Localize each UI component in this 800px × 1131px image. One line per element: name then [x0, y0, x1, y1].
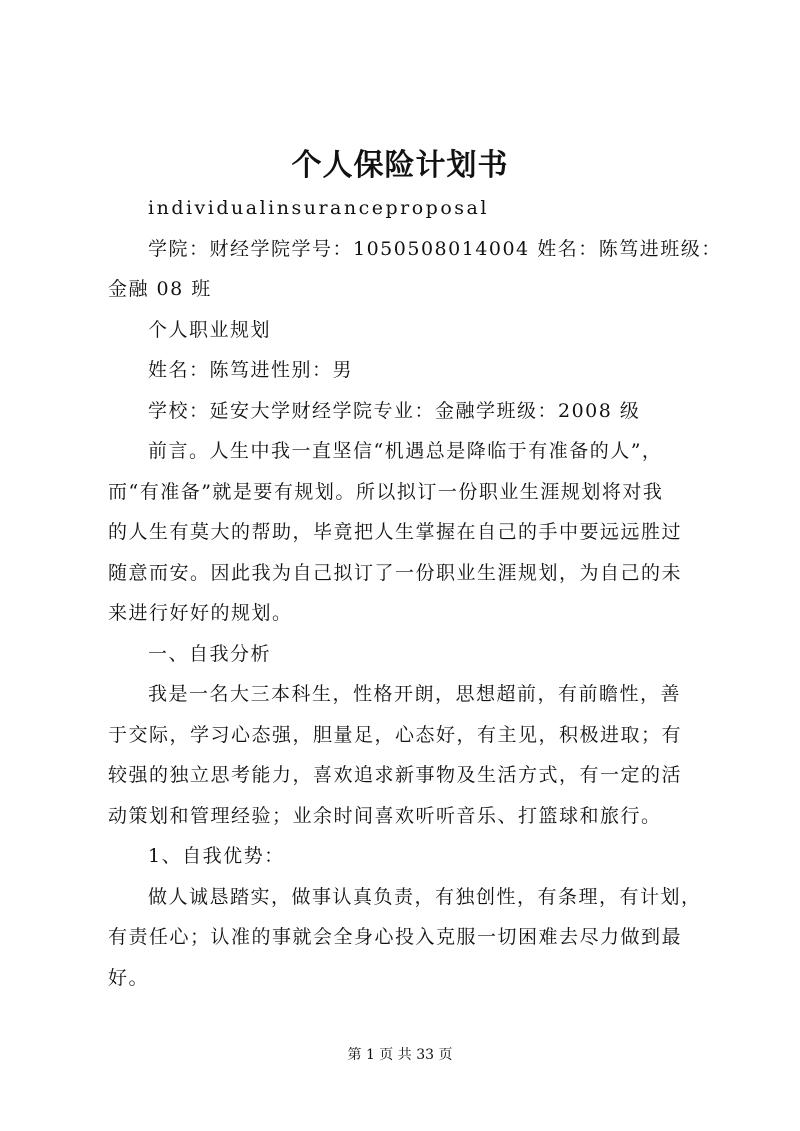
strengths-paragraph-line: 好。	[108, 966, 150, 989]
self-analysis-paragraph-line: 我是一名大三本科生，性格开朗，思想超前，有前瞻性，善	[148, 683, 682, 705]
section-heading-self-analysis: 一、自我分析	[148, 642, 272, 665]
strengths-paragraph-line: 做人诚恳踏实，做事认真负责，有独创性，有条理，有计划，	[148, 885, 702, 908]
school-major-line: 学校：延安大学财经学院专业：金融学班级：2008 级	[148, 399, 641, 422]
student-info-line-continued: 金融 08 班	[108, 278, 212, 300]
student-info-line: 学院：财经学院学号：1050508014004 姓名：陈笃进班级：	[148, 237, 722, 260]
document-title: 个人保险计划书	[291, 148, 509, 183]
self-analysis-paragraph-line: 动策划和管理经验；业余时间喜欢听听音乐、打篮球和旅行。	[108, 804, 662, 827]
subheading-strengths: 1、自我优势：	[148, 845, 285, 867]
preface-paragraph-line: 来进行好好的规划。	[108, 602, 293, 624]
page-number-footer: 第 1 页 共 33 页	[347, 1047, 453, 1063]
self-analysis-paragraph-line: 于交际，学习心态强，胆量足，心态好，有主见，积极进取；有	[108, 723, 683, 746]
preface-paragraph-line: 随意而安。因此我为自己拟订了一份职业生涯规划，为自己的未	[108, 561, 683, 584]
strengths-paragraph-line: 有责任心；认准的事就会全身心投入克服一切困难去尽力做到最	[108, 926, 683, 948]
document-body	[108, 188, 722, 998]
preface-paragraph-line: 的人生有莫大的帮助，毕竟把人生掌握在自己的手中要远远胜过	[108, 521, 683, 543]
preface-paragraph-line: 前言。人生中我一直坚信“机遇总是降临于有准备的人”，	[148, 440, 663, 462]
section-heading-career-plan: 个人职业规划	[148, 318, 272, 341]
name-gender-line: 姓名：陈笃进性别：男	[148, 359, 354, 381]
english-title-line: individualinsuranceproposal	[148, 197, 489, 219]
self-analysis-paragraph-line: 较强的独立思考能力，喜欢追求新事物及生活方式，有一定的活	[108, 764, 683, 786]
preface-paragraph-line: 而“有准备”就是要有规划。所以拟订一份职业生涯规划将对我	[108, 480, 664, 503]
